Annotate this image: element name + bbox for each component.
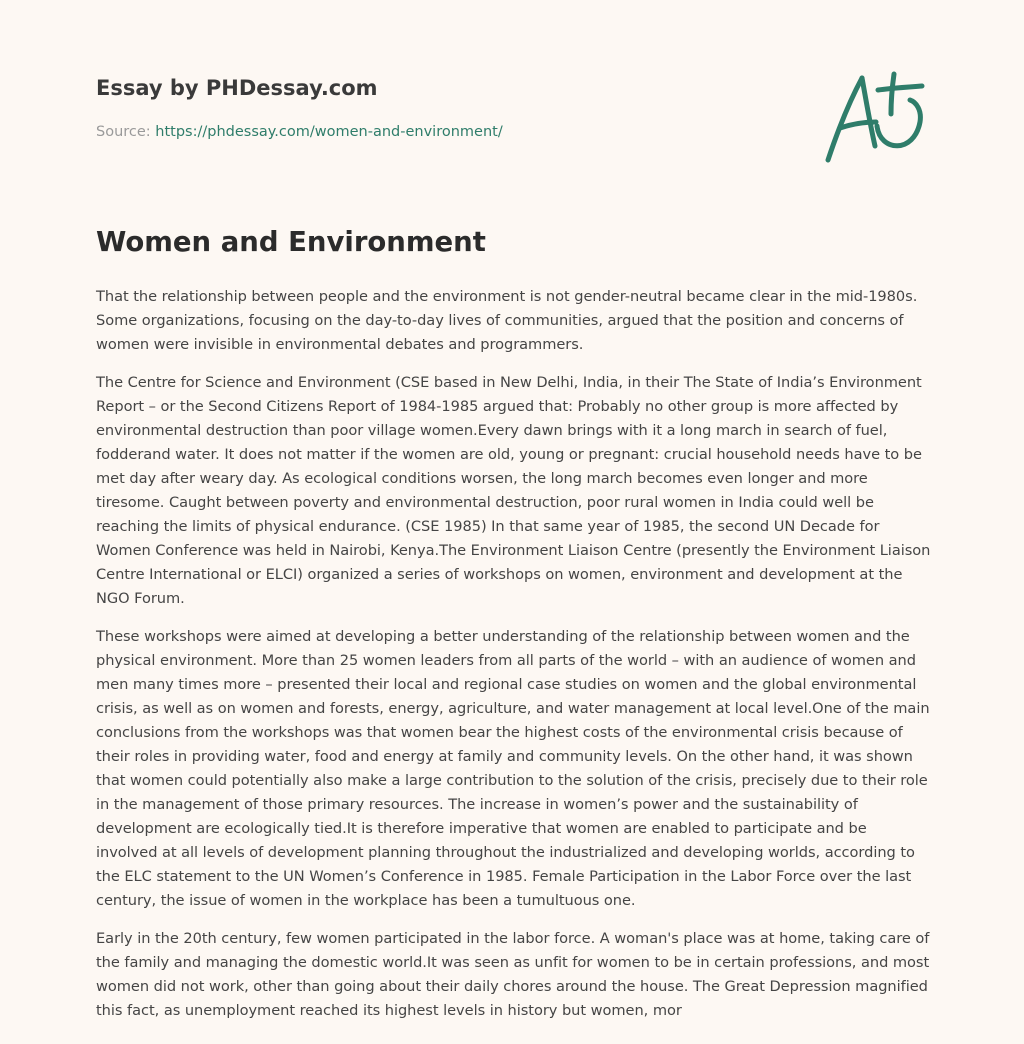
- source-line: [96, 124, 503, 140]
- essay-title: Women and Environment: [96, 226, 486, 258]
- essay-paragraph: Early in the 20th century, few women participated in the labor force. A woman's place was at home, taking care of the family and managing the domestic world.It was seen as unfit for women to be in certain professions, and most women did not work, other than going about their daily chores around the house. The Great Depression magnified this fact, as unemployment reached its highest levels in history but women, mor: [96, 930, 930, 1019]
- essay-body: [96, 285, 932, 1037]
- a-plus-logo: [818, 66, 930, 166]
- source-label: Source:: [96, 124, 151, 140]
- essay-paragraph: These workshops were aimed at developing a better understanding of the relationship between women and the physical environment. More than 25 women leaders from all parts of the world – with an audience of women and men many times more – presented their local and regional case studies on women and the global environmental crisis, as well as on women and forests, energy, agriculture, and water management at local level.One of the main conclusions from the workshops was that women bear the highest costs of the environmental crisis because of their roles in providing water, food and energy at family and community levels. On the other hand, it was shown that women could potentially also make a large contribution to the solution of the crisis, precisely due to their role in the management of those primary resources. The increase in women’s power and the sustainability of development are ecologically tied.It is therefore imperative that women are enabled to participate and be involved at all levels of development planning throughout the industrialized and developing worlds, according to the ELC statement to the UN Women’s Conference in 1985. Female Participation in the Labor Force over the last century, the issue of women in the workplace has been a tumultuous one.: [96, 628, 930, 909]
- a-plus-logo-icon: [818, 66, 930, 166]
- essay-paragraph: That the relationship between people and the environment is not gender-neutral became clear in the mid-1980s. Some organizations, focusing on the day-to-day lives of communities, argued that the position and concerns of women were invisible in environmental debates and programmers.: [96, 288, 918, 353]
- source-link[interactable]: https://phdessay.com/women-and-environment/: [155, 124, 503, 140]
- essay-paragraph: The Centre for Science and Environment (CSE based in New Delhi, India, in their The State of India’s Environment Report – or the Second Citizens Report of 1984-1985 argued that: Probably no other group is more affected by environmental destruction than poor village women.Every dawn brings with it a long march in search of fuel, fodderand water. It does not matter if the women are old, young or pregnant: crucial household needs have to be met day after weary day. As ecological conditions worsen, the long march becomes even longer and more tiresome. Caught between poverty and environmental destruction, poor rural women in India could well be reaching the limits of physical endurance. (CSE 1985) In that same year of 1985, the second UN Decade for Women Conference was held in Nairobi, Kenya.The Environment Liaison Centre (presently the Environment Liaison Centre International or ELCI) organized a series of workshops on women, environment and development at the NGO Forum.: [96, 374, 931, 607]
- brand-title: Essay by PHDessay.com: [96, 76, 378, 100]
